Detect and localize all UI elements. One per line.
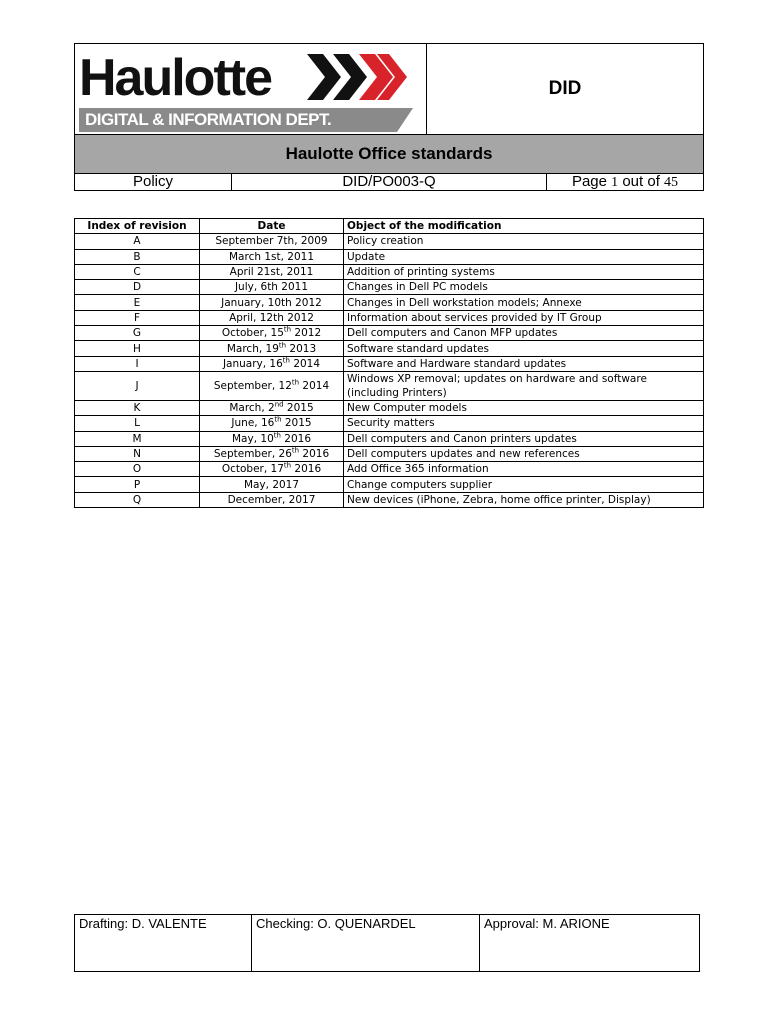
revision-index: H <box>75 341 200 356</box>
column-header-index: Index of revision <box>75 219 200 234</box>
signature-footer <box>74 914 700 972</box>
drafting-cell: Drafting: D. VALENTE <box>75 915 252 971</box>
column-header-object: Object of the modification <box>344 219 704 234</box>
revision-index: Q <box>75 492 200 507</box>
table-row <box>75 462 704 477</box>
revision-object: Software and Hardware standard updates <box>344 356 704 371</box>
revision-index: B <box>75 249 200 264</box>
revision-date: January, 16th 2014 <box>200 356 344 371</box>
logo-band-wedge <box>343 108 413 132</box>
document-type: Policy <box>75 174 232 190</box>
table-row <box>75 356 704 371</box>
revision-index: O <box>75 462 200 477</box>
revision-object: Addition of printing systems <box>344 264 704 279</box>
revision-index: E <box>75 295 200 310</box>
table-row <box>75 234 704 249</box>
revision-index: A <box>75 234 200 249</box>
table-row <box>75 310 704 325</box>
table-row <box>75 264 704 279</box>
revision-object: Security matters <box>344 416 704 431</box>
document-header <box>74 43 704 191</box>
revision-date: March, 2nd 2015 <box>200 400 344 415</box>
revision-object: Dell computers updates and new references <box>344 446 704 461</box>
logo-subtitle: DIGITAL & INFORMATION DEPT. <box>79 108 343 132</box>
revision-index: F <box>75 310 200 325</box>
table-row <box>75 477 704 492</box>
revision-date: October, 17th 2016 <box>200 462 344 477</box>
revision-object: Information about services provided by IT Group <box>344 310 704 325</box>
revision-date: March 1st, 2011 <box>200 249 344 264</box>
table-row <box>75 280 704 295</box>
revision-object: New devices (iPhone, Zebra, home office printer, Display) <box>344 492 704 507</box>
revision-index: P <box>75 477 200 492</box>
revision-index: M <box>75 431 200 446</box>
revision-date: March, 19th 2013 <box>200 341 344 356</box>
page-total: 45 <box>664 175 679 190</box>
table-row <box>75 416 704 431</box>
haulotte-logo-text: Haulotte <box>79 49 271 107</box>
document-title: Haulotte Office standards <box>75 135 703 174</box>
document-reference: DID/PO003-Q <box>232 174 547 190</box>
table-row <box>75 295 704 310</box>
table-row <box>75 249 704 264</box>
page-counter <box>547 174 703 190</box>
table-row <box>75 492 704 507</box>
revision-object: Change computers supplier <box>344 477 704 492</box>
revision-index: I <box>75 356 200 371</box>
revision-date: September, 12th 2014 <box>200 371 344 400</box>
revision-index: C <box>75 264 200 279</box>
chevron-arrows-icon <box>307 54 411 100</box>
table-row <box>75 341 704 356</box>
logo-cell <box>75 44 427 134</box>
approval-cell: Approval: M. ARIONE <box>484 916 610 931</box>
page-prefix: Page <box>571 173 607 190</box>
header-top-row <box>75 44 703 135</box>
page-mid: out of <box>622 173 660 190</box>
revision-object: Dell computers and Canon MFP updates <box>344 326 704 341</box>
page-current: 1 <box>611 175 619 190</box>
revision-date: December, 2017 <box>200 492 344 507</box>
department-code: DID <box>548 78 582 99</box>
revision-object: Changes in Dell workstation models; Annexe <box>344 295 704 310</box>
revision-object: New Computer models <box>344 400 704 415</box>
revision-date: October, 15th 2012 <box>200 326 344 341</box>
revision-object: Add Office 365 information <box>344 462 704 477</box>
table-row <box>75 371 704 400</box>
revision-date: June, 16th 2015 <box>200 416 344 431</box>
revision-date: July, 6th 2011 <box>200 280 344 295</box>
table-row <box>75 446 704 461</box>
revision-object: Policy creation <box>344 234 704 249</box>
checking-cell: Checking: O. QUENARDEL <box>252 915 480 971</box>
revision-date: September, 26th 2016 <box>200 446 344 461</box>
revision-index: D <box>75 280 200 295</box>
revision-index: K <box>75 400 200 415</box>
revision-object: Windows XP removal; updates on hardware and software (including Printers) <box>344 371 704 400</box>
revision-object: Dell computers and Canon printers updates <box>344 431 704 446</box>
table-row <box>75 400 704 415</box>
revision-object: Changes in Dell PC models <box>344 280 704 295</box>
table-row <box>75 431 704 446</box>
revision-object: Update <box>344 249 704 264</box>
revision-date: January, 10th 2012 <box>200 295 344 310</box>
revision-date: September 7th, 2009 <box>200 234 344 249</box>
revision-index: L <box>75 416 200 431</box>
column-header-date: Date <box>200 219 344 234</box>
revision-date: April 21st, 2011 <box>200 264 344 279</box>
document-meta-row <box>75 174 703 190</box>
revision-index: J <box>75 371 200 400</box>
revision-date: May, 10th 2016 <box>200 431 344 446</box>
revision-index: G <box>75 326 200 341</box>
revision-date: May, 2017 <box>200 477 344 492</box>
revision-table <box>74 218 704 508</box>
revision-index: N <box>75 446 200 461</box>
revision-date: April, 12th 2012 <box>200 310 344 325</box>
revision-object: Software standard updates <box>344 341 704 356</box>
table-header-row <box>75 219 704 234</box>
table-row <box>75 326 704 341</box>
